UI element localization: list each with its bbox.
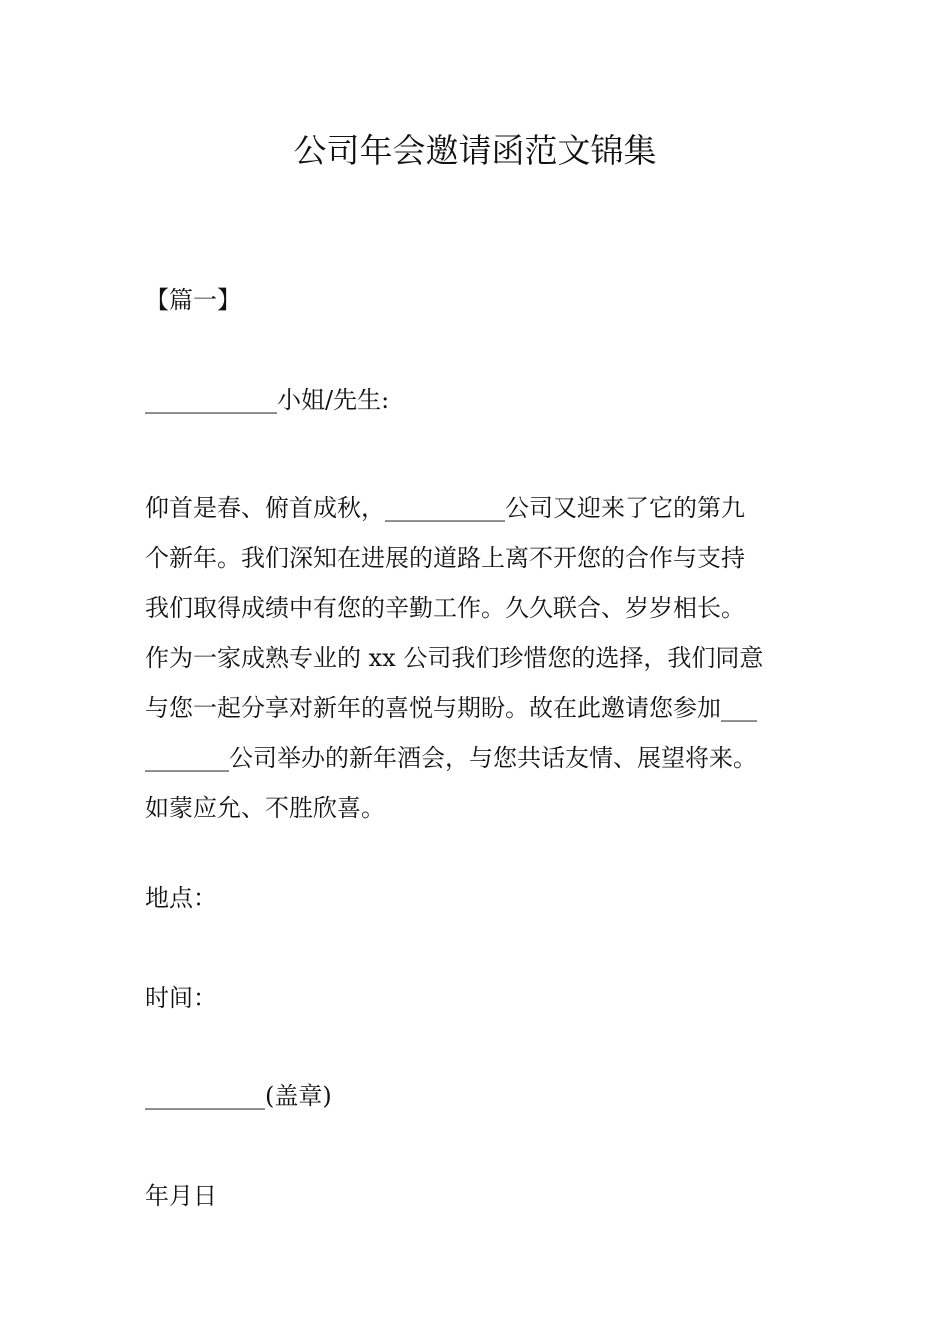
- body-line: 如蒙应允、不胜欣喜。: [145, 794, 385, 822]
- date-line: 年月日: [145, 1182, 217, 1210]
- body-line: 个新年。我们深知在进展的道路上离不开您的合作与支持: [145, 544, 745, 572]
- body-line: 与您一起分享对新年的喜悦与期盼。故在此邀请您参加___: [145, 694, 757, 722]
- location-label: 地点：: [145, 884, 217, 912]
- body-line: 仰首是春、俯首成秋，__________公司又迎来了它的第九: [145, 494, 745, 522]
- body-paragraph: [145, 483, 810, 833]
- time-label: 时间：: [145, 984, 217, 1012]
- seal-line: __________(盖章): [145, 1082, 332, 1110]
- body-line: 我们取得成绩中有您的辛勤工作。久久联合、岁岁相长。: [145, 594, 745, 622]
- body-line: _______公司举办的新年酒会，与您共话友情、展望将来。: [145, 744, 757, 772]
- salutation: ___________小姐/先生:: [145, 386, 390, 414]
- section-label: 【篇一】: [145, 286, 241, 314]
- body-line: 作为一家成熟专业的 xx 公司我们珍惜您的选择，我们同意: [145, 644, 764, 672]
- document-title: 公司年会邀请函范文锦集: [293, 131, 657, 170]
